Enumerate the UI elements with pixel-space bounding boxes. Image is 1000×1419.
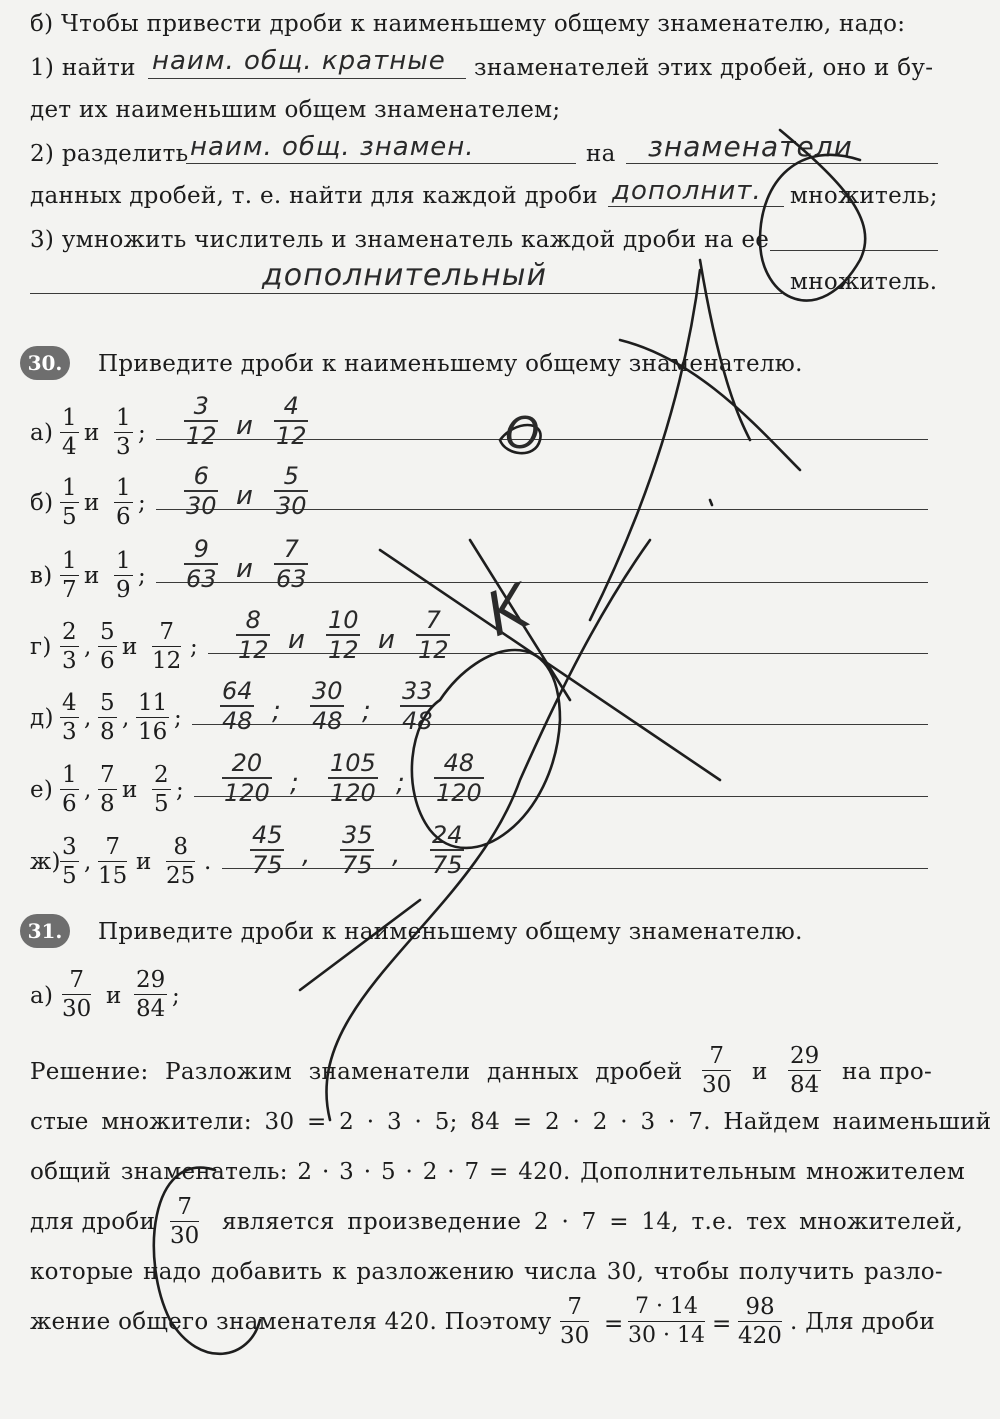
fraction: 2 3 — [62, 619, 77, 674]
pen-stroke — [380, 550, 720, 780]
task31-a-label: а) — [30, 983, 54, 1009]
handwritten-answer: 6 30 — [186, 462, 217, 520]
exercise-label: б) — [30, 490, 54, 516]
handwritten-join: и — [236, 481, 254, 511]
rule-step3-fill: дополнительный — [262, 258, 547, 293]
handwritten-join: ; — [272, 696, 282, 726]
overlay-letter-o: О — [505, 408, 541, 459]
separator: , — [122, 705, 130, 731]
fraction: 7 · 14 30 · 14 — [628, 1294, 705, 1348]
handwritten-answer: 20 120 — [224, 750, 270, 806]
fraction: 7 8 — [100, 762, 115, 817]
answer-line — [156, 582, 928, 583]
rule-step1-fill: наим. общ. кратные — [152, 46, 446, 76]
separator: и — [84, 490, 100, 516]
separator: и — [136, 849, 152, 875]
conjunction: и — [106, 983, 122, 1009]
separator: и — [84, 420, 100, 446]
separator: и — [84, 563, 100, 589]
fraction: 1 5 — [62, 475, 77, 530]
pen-stroke — [710, 500, 712, 505]
separator: и — [122, 777, 138, 803]
fraction: 1 9 — [116, 548, 131, 603]
rule-step2-cont: данных дробей, т. е. найти для каждой дроби — [30, 183, 598, 209]
fill-line — [186, 163, 576, 164]
fraction: 29 84 — [790, 1043, 820, 1098]
fraction: 1 6 — [116, 475, 131, 530]
handwritten-join: ; — [396, 768, 406, 798]
rule-step2-start: 2) разделить — [30, 141, 189, 167]
answer-line — [194, 796, 928, 797]
handwritten-answer: 48 120 — [436, 750, 482, 806]
separator: , — [84, 849, 92, 875]
equals-sign: = — [712, 1311, 732, 1337]
solution-line2: стые множители: 30 = 2 · 3 · 5; 84 = 2 · 2 · 3 · 7. Найдем наименьший — [30, 1109, 992, 1135]
fraction: 5 8 — [100, 690, 115, 745]
handwritten-answer: 9 63 — [186, 535, 217, 593]
solution-line5: которые надо добавить к разложению числа 30, чтобы получить разло- — [30, 1259, 944, 1285]
punctuation: ; — [172, 983, 181, 1009]
conjunction: и — [752, 1059, 768, 1085]
rule-step2-fill2: знаменатели — [648, 130, 853, 163]
pen-stroke — [326, 540, 650, 1120]
pen-stroke — [412, 650, 560, 848]
fraction: 98 420 — [738, 1294, 782, 1349]
fraction: 8 25 — [166, 834, 196, 889]
fraction: 3 5 — [62, 834, 77, 889]
rule-step2-fill3: дополнит. — [612, 176, 762, 206]
rule-step1-end: знаменателей этих дробей, оно и бу- — [474, 55, 934, 81]
separator: ; — [174, 705, 183, 731]
fill-line — [30, 293, 782, 294]
exercise-label: г) — [30, 634, 52, 660]
equals-sign: = — [604, 1311, 624, 1337]
fraction: 2 5 — [154, 762, 169, 817]
handwritten-answer: 33 48 — [402, 677, 433, 735]
fraction: 1 7 — [62, 548, 77, 603]
fraction: 1 6 — [62, 762, 77, 817]
answer-line — [208, 653, 928, 654]
solution-line6-start: жение общего знаменателя 420. Поэтому — [30, 1309, 552, 1335]
answer-line — [156, 509, 928, 510]
fill-line — [608, 206, 784, 207]
handwritten-answer: 24 75 — [432, 821, 463, 879]
rule-step1-cont: дет их наименьшим общем знаменателем; — [30, 97, 561, 123]
task30-text: Приведите дроби к наименьшему общему знаменателю. — [98, 351, 803, 377]
separator: ; — [138, 563, 147, 589]
answer-line — [222, 868, 928, 869]
rule-title: б) Чтобы привести дроби к наименьшему общему знаменателю, надо: — [30, 11, 906, 37]
answer-line — [156, 439, 928, 440]
pen-stroke — [590, 270, 700, 620]
separator: ; — [176, 777, 185, 803]
solution-line6-end: . Для дроби — [790, 1309, 935, 1335]
handwritten-answer: 35 75 — [342, 821, 373, 879]
exercise-label: д) — [30, 705, 54, 731]
handwritten-join: ; — [362, 696, 372, 726]
handwritten-join: и — [288, 625, 306, 655]
task31-badge: 31. — [20, 914, 70, 948]
solution-line4-end: является произведение 2 · 7 = 14, т.е. тех множителей, — [222, 1209, 964, 1235]
fraction: 1 4 — [62, 405, 77, 460]
handwritten-join: , — [392, 840, 402, 870]
separator: ; — [138, 490, 147, 516]
fraction: 7 30 — [560, 1294, 590, 1349]
fill-line — [770, 250, 938, 251]
handwritten-join: и — [236, 411, 254, 441]
separator: , — [84, 705, 92, 731]
handwritten-answer: 7 63 — [276, 535, 307, 593]
exercise-label: в) — [30, 563, 53, 589]
handwritten-join: , — [302, 840, 312, 870]
handwritten-answer: 30 48 — [312, 677, 343, 735]
handwritten-join: и — [236, 554, 254, 584]
fraction: 7 30 — [702, 1043, 732, 1098]
handwritten-join: ; — [290, 768, 300, 798]
handwritten-answer: 105 120 — [330, 750, 376, 806]
handwritten-answer: 45 75 — [252, 821, 283, 879]
task31-text: Приведите дроби к наименьшему общему знаменателю. — [98, 919, 803, 945]
exercise-label: а) — [30, 420, 54, 446]
separator: ; — [138, 420, 147, 446]
separator: ; — [190, 634, 199, 660]
separator: и — [122, 634, 138, 660]
answer-line — [192, 724, 928, 725]
exercise-label: ж) — [30, 849, 61, 875]
handwritten-join: и — [378, 625, 396, 655]
fraction: 7 15 — [98, 834, 128, 889]
handwritten-answer: 5 30 — [276, 462, 307, 520]
separator: , — [84, 634, 92, 660]
task30-badge: 30. — [20, 346, 70, 380]
separator: , — [84, 777, 92, 803]
rule-step3-start: 3) умножить числитель и знаменатель каждой дроби на ее — [30, 227, 770, 253]
overlay-letter-k: K — [477, 571, 540, 651]
fraction: 1 3 — [116, 405, 131, 460]
rule-step3-end: множитель. — [790, 269, 938, 295]
exercise-label: е) — [30, 777, 54, 803]
rule-step1-start: 1) найти — [30, 55, 136, 81]
solution-line1: Решение: Разложим знаменатели данных дробей — [30, 1059, 683, 1085]
fraction: 4 3 — [62, 690, 77, 745]
fraction: 5 6 — [100, 619, 115, 674]
solution-line4-start: для дроби — [30, 1209, 156, 1235]
solution-line3: общий знаменатель: 2 · 3 · 5 · 2 · 7 = 420. Дополнительным множителем — [30, 1159, 966, 1185]
handwritten-answer: 3 12 — [186, 392, 217, 450]
fill-line — [148, 78, 466, 79]
fraction: 11 16 — [138, 690, 168, 745]
fraction: 29 84 — [136, 967, 166, 1022]
fraction: 7 30 — [170, 1194, 200, 1249]
handwritten-answer: 10 12 — [328, 606, 359, 664]
handwritten-answer: 7 12 — [418, 606, 449, 664]
rule-step2-na: на — [586, 141, 616, 167]
fraction: 7 12 — [152, 619, 182, 674]
solution-line1-end: на про- — [842, 1059, 933, 1085]
rule-step2-end: множитель; — [790, 183, 938, 209]
rule-step2-fill1: наим. общ. знамен. — [190, 132, 475, 162]
handwritten-answer: 8 12 — [238, 606, 269, 664]
handwritten-answer: 64 48 — [222, 677, 253, 735]
separator: . — [204, 849, 212, 875]
fill-line — [626, 163, 938, 164]
fraction: 7 30 — [62, 967, 92, 1022]
handwritten-answer: 4 12 — [276, 392, 307, 450]
